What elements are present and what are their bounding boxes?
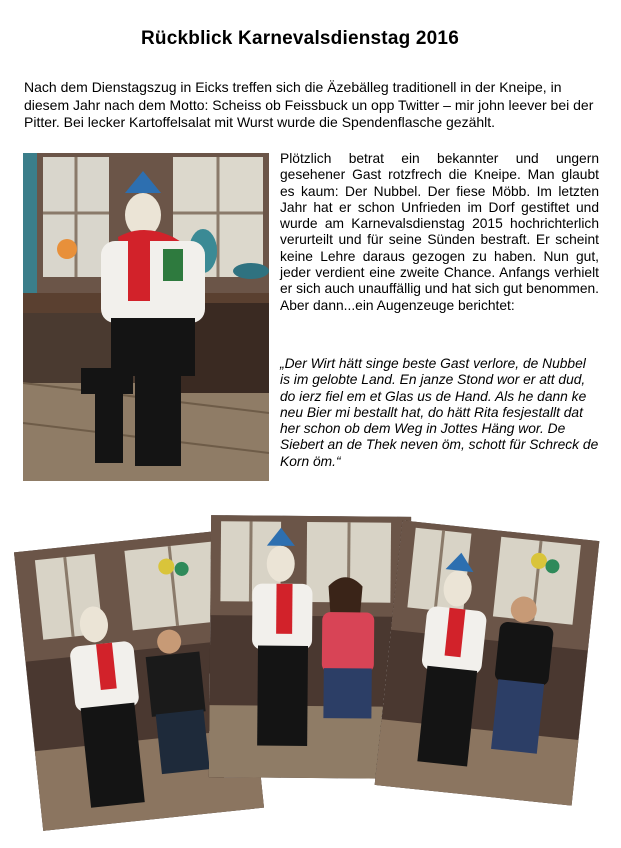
witness-quote: „Der Wirt hätt singe beste Gast verlore, de Nubbel is im gelobte Land. En janze Stond wor er att dud, do ierz fiel em et Glas us de Hand. Als he dann ke neu Bier mi bestallt hat, do hätt Rita fesjestallt dat her schon ob dem Weg in Jottes Häng wor. De Siebert an de Thek neven öm, schott für Schreck de Korn öm.“ bbox=[280, 356, 599, 469]
page-title: Rückblick Karnevalsdienstag 2016 bbox=[141, 28, 459, 49]
story-paragraph: Plötzlich betrat ein bekannter und ungern gesehener Gast rotzfrech die Kneipe. Man glaubt es kaum: Der Nubbel. Der fiese Möbb. Im letzten Jahr hat er schon Unfrieden im Dorf gestiftet und wurde am Karnevalsdienstag 2015 hochrichterlich verurteilt und für seine Sünden bestraft. Er scheint keine Lehre daraus gezogen zu haben. Nun gut, jeder verdient eine zweite Chance. Anfangs verhielt er sich auch unauffällig und hat sich gut benommen. Aber dann...ein Augenzeuge berichtet: bbox=[280, 151, 599, 313]
nubbel-photo bbox=[23, 153, 269, 481]
nubbel-photo-graphic bbox=[23, 153, 269, 481]
group-photo-3-graphic bbox=[375, 520, 600, 805]
intro-paragraph: Nach dem Dienstagszug in Eicks treffen sich die Äzebälleg traditionell in der Kneipe, in diesem Jahr nach dem Motto: Scheiss ob Feissbuck un opp Twitter – mir john leever bei der Pitter. Bei lecker Kartoffelsalat mit Wurst wurde die Spendenflasche gezählt. bbox=[24, 79, 594, 130]
group-photo-3 bbox=[375, 520, 600, 805]
